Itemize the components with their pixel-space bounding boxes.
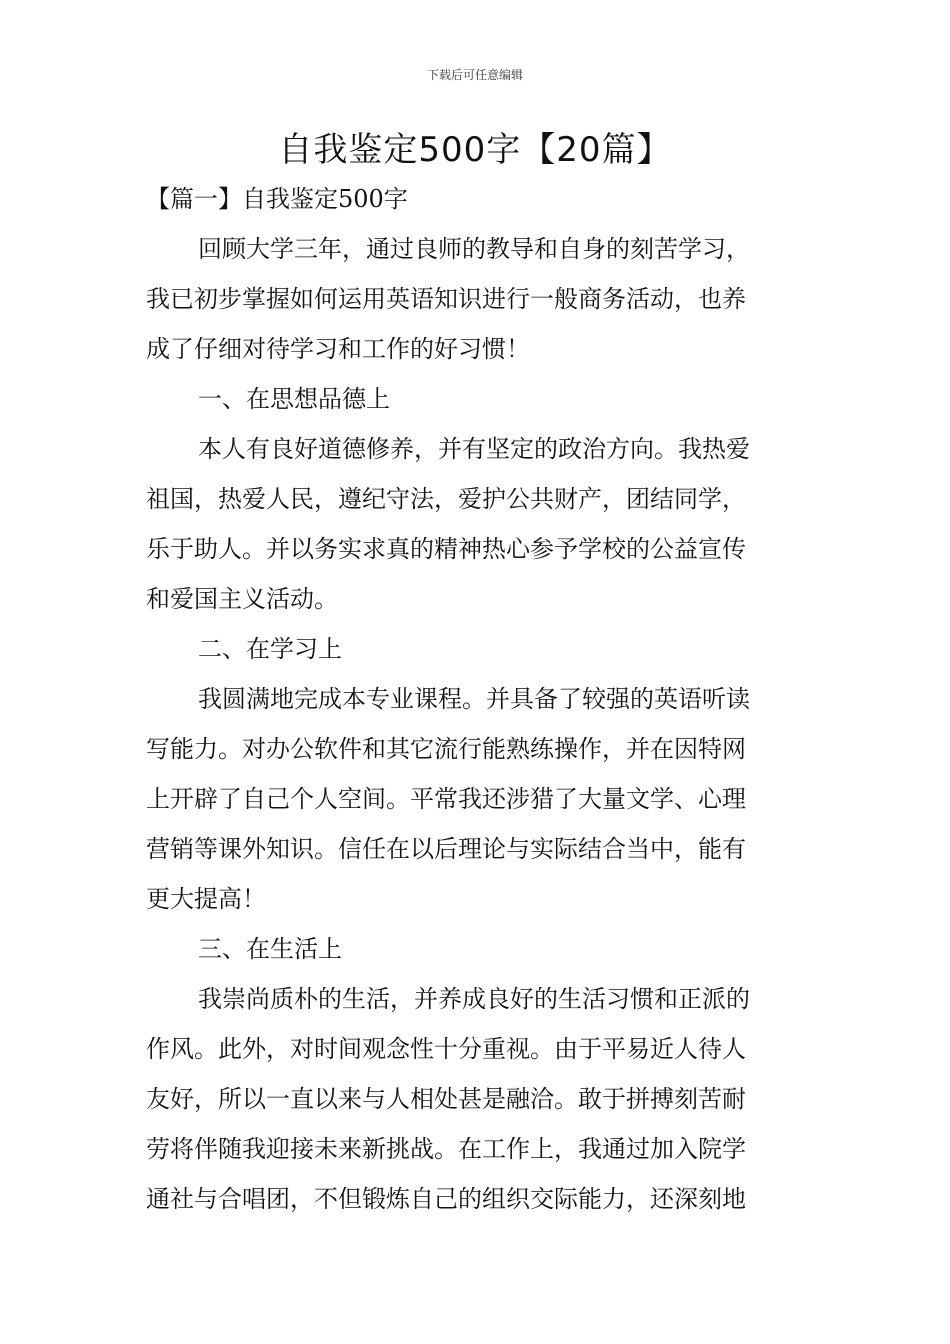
text-line: 乐于助人。并以务实求真的精神热心参予学校的公益宣传	[146, 535, 746, 563]
text-line: 祖国，热爱人民，遵纪守法，爱护公共财产，团结同学，	[146, 485, 746, 513]
document-title: 自我鉴定500字【20篇】	[278, 130, 672, 170]
chapter-label: 【篇一】自我鉴定500字	[146, 185, 408, 213]
text-line: 友好，所以一直以来与人相处甚是融洽。敢于拼搏刻苦耐	[146, 1085, 746, 1113]
section-heading: 三、在生活上	[198, 935, 342, 963]
text-line: 营销等课外知识。信任在以后理论与实际结合当中，能有	[146, 835, 746, 863]
text-line: 通社与合唱团，不但锻炼自己的组织交际能力，还深刻地	[146, 1185, 746, 1213]
text-line: 成了仔细对待学习和工作的好习惯！	[146, 335, 530, 363]
text-line: 写能力。对办公软件和其它流行能熟练操作，并在因特网	[146, 735, 746, 763]
text-line: 作风。此外，对时间观念性十分重视。由于平易近人待人	[146, 1035, 746, 1063]
text-line: 更大提高！	[146, 885, 266, 913]
section-heading: 一、在思想品德上	[198, 385, 390, 413]
text-line: 上开辟了自己个人空间。平常我还涉猎了大量文学、心理	[146, 785, 746, 813]
text-line: 我已初步掌握如何运用英语知识进行一般商务活动，也养	[146, 285, 746, 313]
text-line: 回顾大学三年，通过良师的教导和自身的刻苦学习，	[198, 235, 750, 263]
page-header-note: 下载后可任意编辑	[426, 68, 523, 82]
text-line: 我崇尚质朴的生活，并养成良好的生活习惯和正派的	[198, 985, 750, 1013]
text-line: 和爱国主义活动。	[146, 585, 338, 613]
text-line: 本人有良好道德修养，并有坚定的政治方向。我热爱	[198, 435, 750, 463]
text-line: 我圆满地完成本专业课程。并具备了较强的英语听读	[198, 685, 750, 713]
document-body	[146, 174, 806, 1224]
text-line: 劳将伴随我迎接未来新挑战。在工作上，我通过加入院学	[146, 1135, 746, 1163]
section-heading: 二、在学习上	[198, 635, 342, 663]
